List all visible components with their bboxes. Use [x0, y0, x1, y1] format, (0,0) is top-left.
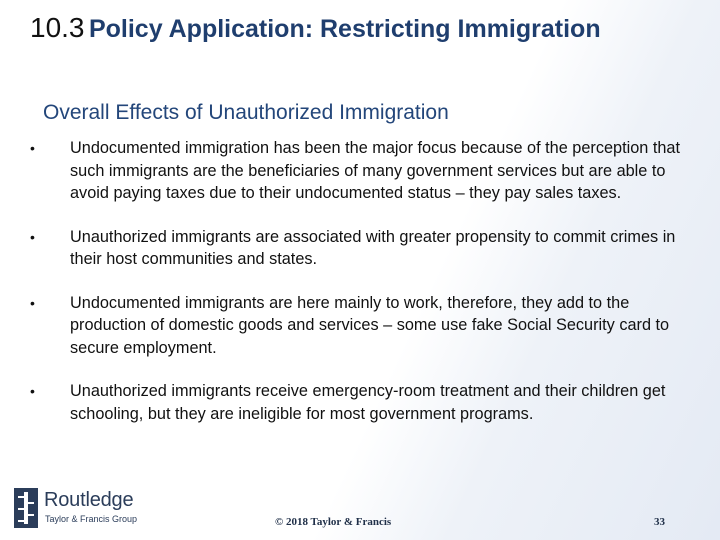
bullet-icon: • [30, 294, 35, 311]
section-heading: Overall Effects of Unauthorized Immigration [43, 101, 449, 124]
routledge-mark-icon [14, 488, 38, 528]
copyright-footer: © 2018 Taylor & Francis [275, 516, 392, 528]
bullet-item [30, 137, 695, 205]
bullet-icon: • [30, 228, 35, 245]
routledge-logo [14, 488, 194, 528]
bullet-item [30, 226, 695, 271]
bullet-text: Undocumented immigrants are here mainly to work, therefore, they add to the production of domestic goods and services – some use fake Social Security card to secure employment. [70, 293, 670, 357]
bullet-text: Undocumented immigration has been the major focus because of the perception that such immigrants are the beneficiaries of many government services but are able to avoid paying taxes due to their undocumented status – they pay sales taxes. [70, 139, 681, 202]
page-number: 33 [654, 516, 665, 528]
title-text: Policy Application: Restricting Immigration [88, 15, 601, 43]
bullet-text: Unauthorized immigrants are associated with greater propensity to commit crimes in their host communities and states. [70, 227, 676, 268]
title-number: 10.3 [30, 12, 85, 43]
slide-title [30, 14, 601, 42]
bullet-text: Unauthorized immigrants receive emergency-room treatment and their children get schooling, but they are ineligible for most government programs. [70, 382, 666, 423]
logo-subtitle: Taylor & Francis Group [45, 514, 138, 524]
bullet-icon: • [30, 140, 35, 156]
bullet-list [30, 137, 695, 446]
bullet-item [30, 380, 695, 425]
bullet-item [30, 292, 695, 360]
bullet-icon: • [30, 383, 35, 399]
logo-name: Routledge [44, 489, 134, 511]
